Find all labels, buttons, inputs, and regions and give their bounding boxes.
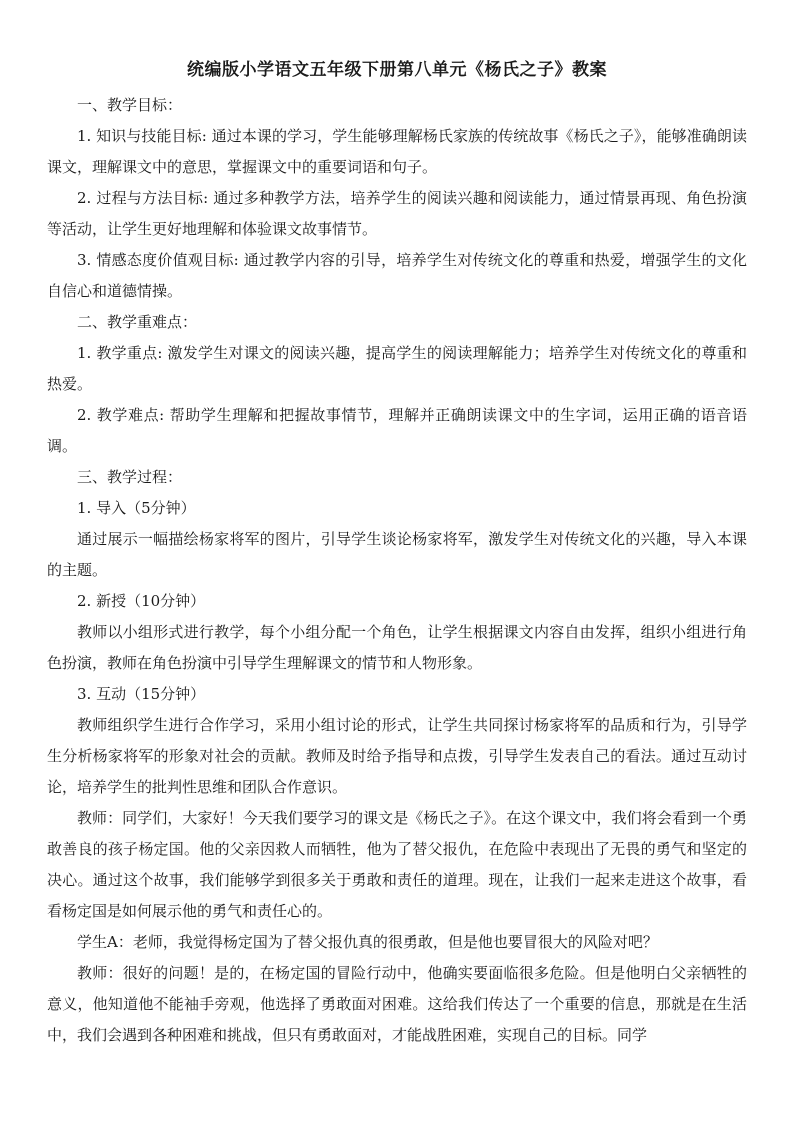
step-text-interaction: 教师组织学生进行合作学习，采用小组讨论的形式，让学生共同探讨杨家将军的品质和行为，引导学生分析杨家将军的形象对社会的贡献。教师及时给予指导和点拨，引导学生发表自己的看法。通过互动讨论，培养学生的批判性思维和团队合作意识。 — [47, 716, 747, 796]
step-text-new-lesson: 教师以小组形式进行教学，每个小组分配一个角色，让学生根据课文内容自由发挥，组织小组进行角色扮演，教师在角色扮演中引导学生理解课文的情节和人物形象。 — [47, 623, 747, 672]
section-heading-process: 三、教学过程： — [77, 468, 183, 486]
step-text-intro: 通过展示一幅描绘杨家将军的图片，引导学生谈论杨家将军，激发学生对传统文化的兴趣，导入本课的主题。 — [47, 530, 747, 579]
document-title: 统编版小学语文五年级下册第八单元《杨氏之子》教案 — [187, 60, 607, 80]
key-point-item: 1. 教学重点: 激发学生对课文的阅读兴趣，提高学生的阅读理解能力；培养学生对传统文化的尊重和热爱。 — [47, 344, 747, 393]
dialogue-line: 教师：同学们，大家好！今天我们要学习的课文是《杨氏之子》。在这个课文中，我们将会看到一个勇敢善良的孩子杨定国。他的父亲因救人而牺牲，他为了替父报仇，在危险中表现出了无畏的勇气和坚定的决心。通过这个故事，我们能够学到很多关于勇敢和责任的道理。现在，让我们一起来走进这个故事，看看杨定国是如何展示他的勇气和责任心的。 — [47, 809, 747, 920]
dialogue-line: 教师：很好的问题！是的，在杨定国的冒险行动中，他确实要面临很多危险。但是他明白父亲牺牲的意义，他知道他不能袖手旁观，他选择了勇敢面对困难。这给我们传达了一个重要的信息，那就是在生活中，我们会遇到各种困难和挑战，但只有勇敢面对，才能战胜困难，实现自己的目标。同学 — [47, 964, 747, 1044]
objective-item: 2. 过程与方法目标: 通过多种教学方法，培养学生的阅读兴趣和阅读能力，通过情景再现、角色扮演等活动，让学生更好地理解和体验课文故事情节。 — [47, 189, 747, 238]
step-heading-interaction: 3. 互动（15分钟） — [77, 685, 206, 703]
objective-item: 1. 知识与技能目标: 通过本课的学习，学生能够理解杨氏家族的传统故事《杨氏之子》，能够准确朗读课文，理解课文中的意思，掌握课文中的重要词语和句子。 — [47, 127, 747, 176]
step-heading-intro: 1. 导入（5分钟） — [77, 499, 196, 517]
dialogue-line: 学生A：老师，我觉得杨定国为了替父报仇真的很勇敢，但是他也要冒很大的风险对吧？ — [77, 933, 658, 951]
objective-item: 3. 情感态度价值观目标: 通过教学内容的引导，培养学生对传统文化的尊重和热爱，增强学生的文化自信心和道德情操。 — [47, 251, 747, 300]
section-heading-key-points: 二、教学重难点： — [77, 313, 198, 331]
section-heading-objectives: 一、教学目标： — [77, 96, 183, 114]
step-heading-new-lesson: 2. 新授（10分钟） — [77, 592, 206, 610]
key-point-item: 2. 教学难点: 帮助学生理解和把握故事情节，理解并正确朗读课文中的生字词，运用正确的语音语调。 — [47, 406, 747, 455]
